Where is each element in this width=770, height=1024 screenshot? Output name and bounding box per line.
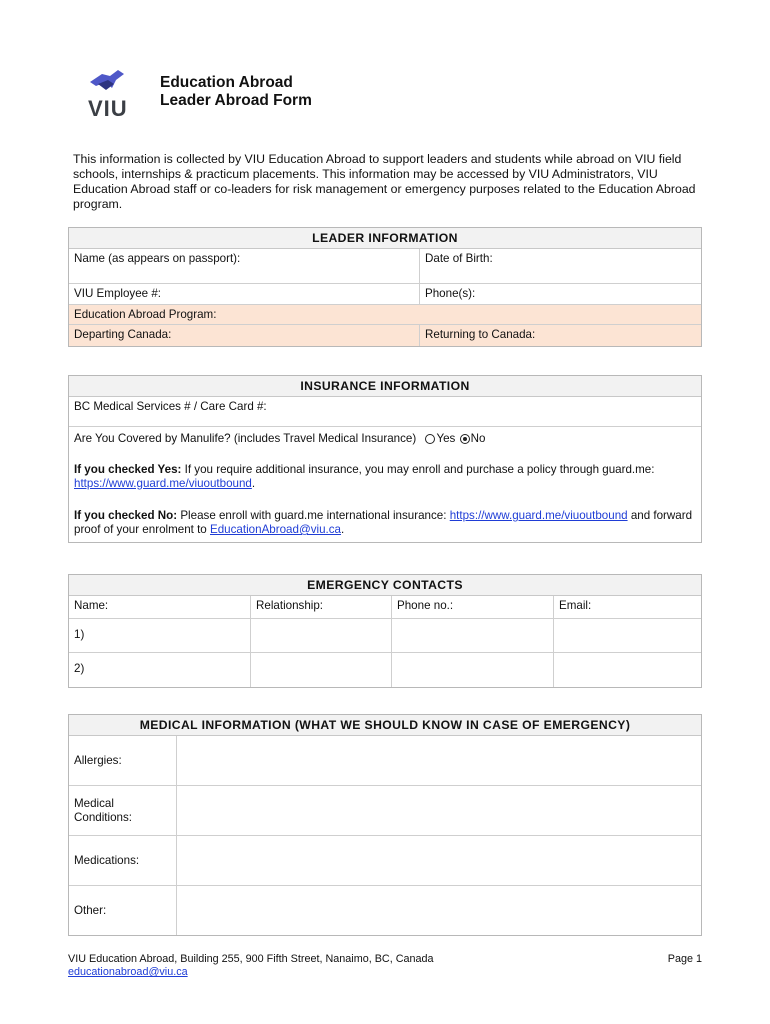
- yes-instructions: [69, 460, 701, 494]
- footer-address: VIU Education Abroad, Building 255, 900 Fifth Street, Nanaimo, BC, Canada: [68, 953, 434, 965]
- other-label: Other:: [74, 904, 107, 917]
- leader-information-section: [68, 227, 702, 347]
- contact-2-relationship[interactable]: [250, 653, 391, 687]
- table-row: [69, 653, 701, 687]
- employee-number-field[interactable]: VIU Employee #:: [74, 287, 161, 300]
- insurance-information-section: [68, 375, 702, 543]
- contact-2-name[interactable]: 2): [74, 662, 85, 675]
- footer: [68, 953, 434, 979]
- departing-canada-field[interactable]: Departing Canada:: [74, 328, 172, 341]
- no-text: Please enroll with guard.me international insurance:: [180, 509, 447, 522]
- contact-1-phone[interactable]: [391, 619, 553, 652]
- table-row: [69, 836, 701, 886]
- emergency-header-row: [69, 596, 701, 619]
- medical-conditions-field[interactable]: [176, 786, 701, 835]
- medical-conditions-label: [69, 786, 176, 835]
- emergency-contacts-heading: EMERGENCY CONTACTS: [69, 575, 701, 596]
- title-line2: Leader Abroad Form: [160, 92, 312, 109]
- manulife-question-text: Are You Covered by Manulife? (includes Travel Medical Insurance): [74, 432, 417, 445]
- returning-canada-field[interactable]: Returning to Canada:: [419, 325, 701, 346]
- title-line1: Education Abroad: [160, 74, 293, 91]
- no-period: .: [341, 523, 345, 536]
- no-bold: If you checked No:: [74, 509, 178, 522]
- logo-text: VIU: [88, 96, 128, 121]
- table-row: [69, 619, 701, 653]
- other-field[interactable]: [176, 886, 701, 935]
- yes-bold: If you checked Yes:: [74, 463, 182, 476]
- no-radio[interactable]: [460, 434, 470, 444]
- passport-name-field[interactable]: Name (as appears on passport):: [74, 252, 241, 265]
- col-relationship: Relationship:: [250, 596, 391, 618]
- col-phone: Phone no.:: [391, 596, 553, 618]
- allergies-field[interactable]: [176, 736, 701, 785]
- yes-text: If you require additional insurance, you may enroll and purchase a policy through guard.me:: [184, 463, 655, 476]
- table-row: [69, 786, 701, 836]
- guard-me-link-yes[interactable]: https://www.guard.me/viuoutbound: [74, 477, 252, 490]
- yes-label: Yes: [436, 432, 456, 445]
- table-row: [69, 736, 701, 786]
- contact-2-email[interactable]: [553, 653, 701, 687]
- intro-paragraph: This information is collected by VIU Education Abroad to support leaders and students while abroad on VIU field schools, internships & practicum placements. This information may be accessed by VIU Administrators, VIU Education Abroad staff or co-leaders for risk management or emergency purposes related to the Education Abroad program.: [73, 152, 696, 211]
- leader-information-heading: LEADER INFORMATION: [69, 228, 701, 249]
- contact-1-email[interactable]: [553, 619, 701, 652]
- page-number: Page 1: [667, 953, 702, 965]
- col-email: Email:: [553, 596, 701, 618]
- medical-information-section: [68, 714, 702, 936]
- medications-field[interactable]: [176, 836, 701, 885]
- medical-conditions-text: Medical Conditions:: [74, 796, 133, 824]
- insurance-information-heading: INSURANCE INFORMATION: [69, 376, 701, 397]
- col-name: Name:: [74, 599, 109, 612]
- table-row: [69, 886, 701, 935]
- footer-email-link[interactable]: educationabroad@viu.ca: [68, 966, 188, 978]
- no-label: No: [470, 432, 486, 445]
- guard-me-link-no[interactable]: https://www.guard.me/viuoutbound: [449, 509, 628, 522]
- allergies-label: Allergies:: [74, 754, 122, 767]
- contact-1-name[interactable]: 1): [74, 628, 85, 641]
- viu-logo: [72, 62, 144, 128]
- education-abroad-email-link[interactable]: EducationAbroad@viu.ca: [210, 523, 342, 536]
- yes-radio[interactable]: [425, 434, 435, 444]
- medical-information-heading: MEDICAL INFORMATION (WHAT WE SHOULD KNOW IN CASE OF EMERGENCY): [69, 715, 701, 736]
- date-of-birth-field[interactable]: Date of Birth:: [419, 249, 701, 283]
- yes-period: .: [251, 477, 256, 490]
- phone-field[interactable]: Phone(s):: [419, 284, 701, 304]
- contact-2-phone[interactable]: [391, 653, 553, 687]
- care-card-field[interactable]: BC Medical Services # / Care Card #:: [74, 400, 267, 413]
- no-text2: and forward proof of your enrolment to: [74, 509, 693, 536]
- emergency-contacts-section: [68, 574, 702, 688]
- program-field[interactable]: Education Abroad Program:: [74, 308, 217, 321]
- manulife-question: [69, 427, 701, 449]
- contact-1-relationship[interactable]: [250, 619, 391, 652]
- eagle-icon: [88, 68, 128, 94]
- medications-label: Medications:: [74, 854, 140, 867]
- form-title: [160, 74, 312, 110]
- no-instructions: [69, 506, 701, 540]
